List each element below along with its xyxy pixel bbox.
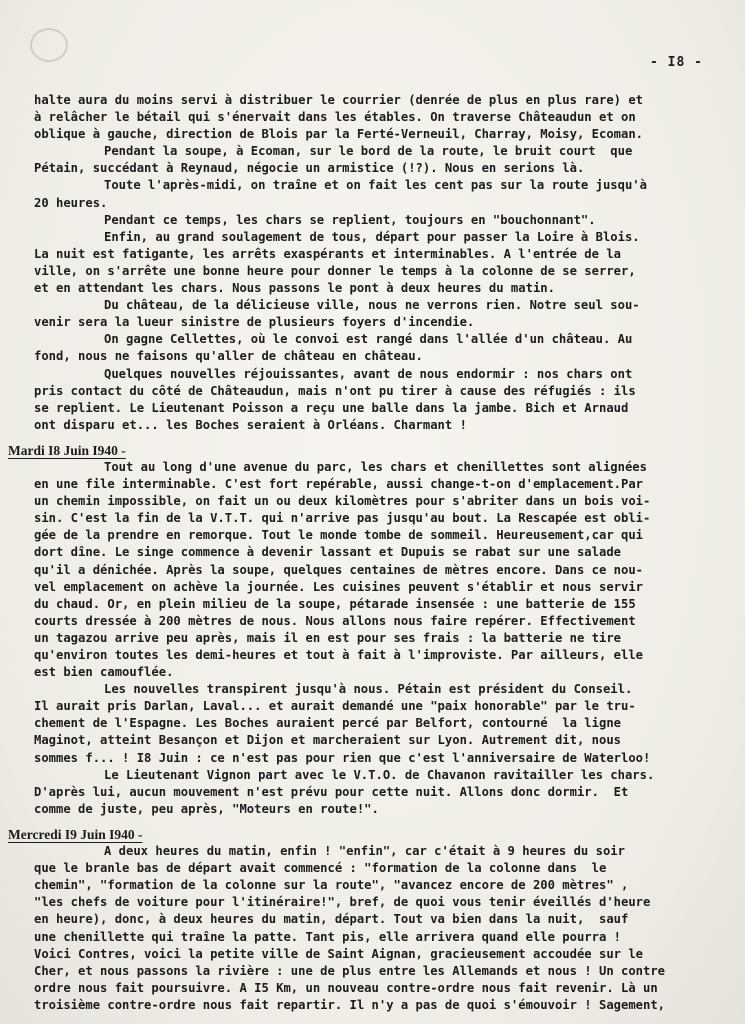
text-line: se replient. Le Lieutenant Poisson a reçu une balle dans la jambe. Bich et Arnaud <box>34 400 629 415</box>
text-line: oblique à gauche, direction de Blois par la Ferté-Verneuil, Charray, Moisy, Ecoman. <box>34 127 644 142</box>
paragraph-gap <box>0 818 745 826</box>
document-body <box>0 92 745 1014</box>
text-line: que le branle bas de départ avait commencé : "formation de la colonne dans le <box>34 861 607 876</box>
text-line: venir sera la lueur sinistre de plusieurs foyers d'incendie. <box>34 315 475 330</box>
text-line: Du château, de la délicieuse ville, nous ne verrons rien. Notre seul sou- <box>104 298 640 313</box>
text-line: gée de la prendre en remorque. Tout le monde tombe de sommeil. Heureusement,car qui <box>34 528 644 543</box>
text-line: Cher, et nous passons la rivière : une de plus entre les Allemands et nous ! Un contre <box>34 963 666 978</box>
text-line: un tagazou arrive peu après, mais il en est pour ses frais : la batterie ne tire <box>34 630 621 645</box>
text-line: 20 heures. <box>34 195 108 210</box>
text-line: Tout au long d'une avenue du parc, les chars et chenillettes sont alignées <box>104 459 647 474</box>
text-line: A deux heures du matin, enfin ! "enfin", car c'était à 9 heures du soir <box>104 844 625 859</box>
text-line: troisième contre-ordre nous fait repartir. Il n'y a pas de quoi s'émouvoir ! Sagement, <box>34 997 666 1012</box>
text-line: à relâcher le bétail qui s'énervait dans les étables. On traverse Châteaudun et on <box>34 110 636 125</box>
text-line: et en attendant les chars. Nous passons le pont à deux heures du matin. <box>34 281 555 296</box>
text-line: ordre nous fait poursuivre. A I5 Km, un nouveau contre-ordre nous fait revenir. Là un <box>34 980 658 995</box>
date-heading: Mardi I8 Juin I940 - <box>8 442 126 458</box>
text-line: est bien camouflée. <box>34 665 174 680</box>
text-line: une chenillette qui traîne la patte. Tant pis, elle arrivera quand elle pourra ! <box>34 929 621 944</box>
page-smudge-mark <box>30 28 68 62</box>
text-line: Pétain, succédant à Reynaud, négocie un armistice (!?). Nous en serions là. <box>34 161 585 176</box>
text-line: Enfin, au grand soulagement de tous, départ pour passer la Loire à Blois. <box>104 229 640 244</box>
text-line: pris contact du côté de Châteaudun, mais n'ont pu tirer à cause des réfugiés : ils <box>34 383 636 398</box>
text-line: Les nouvelles transpirent jusqu'à nous. Pétain est président du Conseil. <box>104 682 633 697</box>
text-line: dort dîne. Le singe commence à devenir lassant et Dupuis se rabat sur une salade <box>34 545 621 560</box>
text-line: La nuit est fatigante, les arrêts exaspérants et interminables. A l'entrée de la <box>34 246 621 261</box>
text-line: comme de juste, peu après, "Moteurs en route!". <box>34 801 379 816</box>
text-line: Quelques nouvelles réjouissantes, avant de nous endormir : nos chars ont <box>104 366 633 381</box>
text-line: sin. C'est la fin de la V.T.T. qui n'arrive pas jusqu'au bout. La Rescapée est obli- <box>34 511 651 526</box>
text-line: qu'environ toutes les demi-heures et tout à fait à l'improviste. Par ailleurs, elle <box>34 648 644 662</box>
text-line: D'après lui, aucun mouvement n'est prévu pour cette nuit. Allons donc dormir. Et <box>34 784 629 799</box>
text-line: Toute l'après-midi, on traîne et on fait les cent pas sur la route jusqu'à <box>104 178 647 193</box>
text-line: Pendant la soupe, à Ecoman, sur le bord de la route, le bruit court que <box>104 144 633 159</box>
paragraph-gap <box>0 434 745 442</box>
text-line: sommes f... ! I8 Juin : ce n'est pas pour rien que c'est l'anniversaire de Waterloo! <box>34 750 651 765</box>
text-line: vel emplacement on achève la journée. Les cuisines peuvent s'établir et nous servir <box>34 579 644 594</box>
text-line: Pendant ce temps, les chars se replient, toujours en "bouchonnant". <box>104 212 596 227</box>
text-line: chement de l'Espagne. Les Boches auraient percé par Belfort, contourné la ligne <box>34 716 621 731</box>
text-line: en une file interminable. C'est fort repérable, aussi change-t-on d'emplacement.Par <box>34 477 644 492</box>
text-line: Le Lieutenant Vignon part avec le V.T.O. de Chavanon ravitailler les chars. <box>104 767 655 782</box>
text-line: un chemin impossible, on fait un ou deux kilomètres pour s'abriter dans un bois voi- <box>34 494 651 509</box>
text-line: "les chefs de voiture pour l'itinéraire!", bref, de quoi vous tenir éveillés d'heure <box>34 895 651 910</box>
text-line: ville, on s'arrête une bonne heure pour donner le temps à la colonne de se serrer, <box>34 263 636 278</box>
text-line: courts dressée à 200 mètres de nous. Nous allons nous faire repérer. Effectivement <box>34 613 636 628</box>
text-line: On gagne Cellettes, où le convoi est rangé dans l'allée d'un château. Au <box>104 332 633 347</box>
text-line: Voici Contres, voici la petite ville de Saint Aignan, gracieusement accoudée sur le <box>34 946 644 961</box>
text-line: ont disparu et... les Boches seraient à Orléans. Charmant ! <box>34 417 467 432</box>
text-line: chemin", "formation de la colonne sur la route", "avancez encore de 200 mètres" , <box>34 878 629 893</box>
date-heading: Mercredi I9 Juin I940 - <box>8 826 143 842</box>
text-line: Il aurait pris Darlan, Laval... et aurait demandé une "paix honorable" par le tru- <box>34 699 636 714</box>
text-line: qu'il a dénichée. Après la soupe, quelques centaines de mètres encore. Dans ce nou- <box>34 562 644 577</box>
page-number: - I8 - <box>650 55 703 70</box>
text-line: du chaud. Or, en plein milieu de la soupe, pétarade insensée : une batterie de 155 <box>34 596 636 611</box>
text-line: fond, nous ne faisons qu'aller de château en château. <box>34 349 423 364</box>
text-line: halte aura du moins servi à distribuer le courrier (denrée de plus en plus rare) et <box>34 93 644 107</box>
text-line: en heure), donc, à deux heures du matin, départ. Tout va bien dans la nuit, sauf <box>34 912 629 927</box>
text-line: Maginot, atteint Besançon et Dijon et marcheraient sur Lyon. Autrement dit, nous <box>34 733 621 748</box>
